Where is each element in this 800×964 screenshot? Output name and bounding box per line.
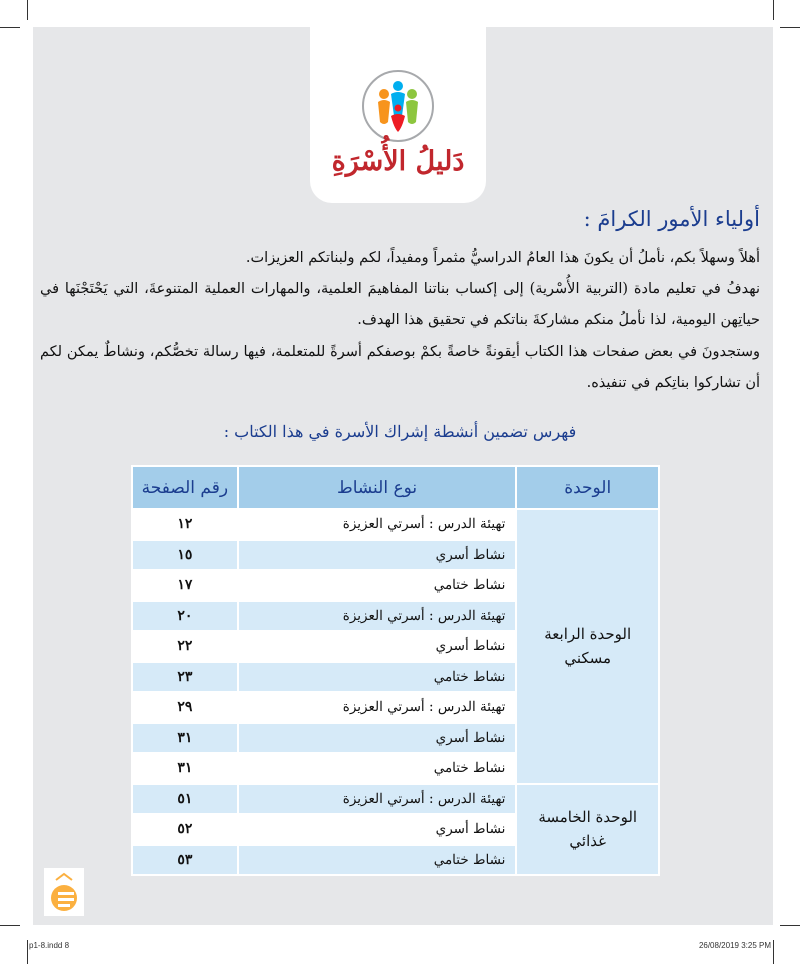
activity-cell: تهيئة الدرس : أسرتي العزيزة: [238, 509, 517, 540]
page-cell: ٣١: [132, 753, 238, 784]
intro-paragraph: نهدفُ في تعليم مادة (التربية الأُسْرية) إلى إكساب بناتنا المفاهيمَ العلمية، والمهارات العملية المتنوعةَ، التي يَحْتَجْنَها في حياتِهن اليومية، لذا نأملُ منكم مشاركةَ بناتكم في تحقيق هذا الهدف.: [40, 281, 760, 329]
intro-paragraph: أهلاً وسهلاً بكم، نأملُ أن يكونَ هذا العامُ الدراسيُّ مثمراً ومفيداً، لكم ولبناتكم العزيزات.: [245, 250, 760, 266]
page-cell: ٢٩: [132, 692, 238, 723]
header-page: رقم الصفحة: [132, 466, 238, 509]
page-cell: ٣١: [132, 723, 238, 754]
slug-filename: p1-8.indd 8: [29, 941, 70, 950]
activity-cell: تهيئة الدرس : أسرتي العزيزة: [238, 601, 517, 632]
table-row: [132, 784, 659, 815]
header-activity: نوع النشاط: [238, 466, 517, 509]
activity-cell: نشاط ختامي: [238, 753, 517, 784]
family-activities-table: [131, 465, 660, 876]
crop-mark: [0, 925, 20, 926]
index-title: فهرس تضمين أنشطة إشراك الأسرة في هذا الكتاب :: [223, 422, 577, 441]
slug-timestamp: 26/08/2019 3:25 PM: [698, 941, 771, 950]
intro-heading: أولياء الأمور الكرامَ :: [583, 207, 760, 231]
intro-paragraph: وستجدونَ في بعض صفحات هذا الكتاب أيقونةً خاصةً بكمْ بوصفكم أسرةً للمتعلمة، فيها رسالة تخصُّكم، ونشاطٌ يمكن لكم أن تشاركوا بناتِكم في تنفيذه.: [40, 343, 760, 391]
crop-mark: [27, 940, 28, 964]
unit-fifth: الوحدة الخامسة غذائي: [516, 784, 659, 876]
family-icon: [364, 72, 432, 140]
page-cell: ٥٢: [132, 814, 238, 845]
page-cell: ٢٢: [132, 631, 238, 662]
crop-mark: [780, 925, 800, 926]
activity-cell: نشاط أسري: [238, 631, 517, 662]
unit-fourth: الوحدة الرابعة مسكني: [516, 509, 659, 784]
crop-mark: [27, 0, 28, 20]
page-cell: ٢٠: [132, 601, 238, 632]
page-cell: ١٧: [132, 570, 238, 601]
crop-mark: [780, 27, 800, 28]
activity-cell: نشاط ختامي: [238, 845, 517, 876]
activity-cell: نشاط ختامي: [238, 570, 517, 601]
page-cell: ٥٣: [132, 845, 238, 876]
header-unit: الوحدة: [516, 466, 659, 509]
activity-cell: نشاط أسري: [238, 814, 517, 845]
intro-body: [40, 243, 760, 399]
page-cell: ١٢: [132, 509, 238, 540]
page-cell: ١٥: [132, 540, 238, 571]
crop-mark: [0, 27, 20, 28]
crop-mark: [773, 0, 774, 20]
activity-cell: نشاط ختامي: [238, 662, 517, 693]
publisher-logo: [44, 868, 84, 916]
activity-cell: تهيئة الدرس : أسرتي العزيزة: [238, 784, 517, 815]
activity-cell: نشاط أسري: [238, 540, 517, 571]
page-cell: ٢٣: [132, 662, 238, 693]
family-logo: [362, 70, 434, 142]
activity-cell: تهيئة الدرس : أسرتي العزيزة: [238, 692, 517, 723]
page-cell: ٥١: [132, 784, 238, 815]
table-header-row: [132, 466, 659, 509]
crop-mark: [773, 940, 774, 964]
page-title: دَليلُ الأُسْرَةِ: [331, 146, 465, 177]
publisher-logo-icon: [44, 868, 84, 916]
table-row: [132, 509, 659, 540]
activity-cell: نشاط أسري: [238, 723, 517, 754]
